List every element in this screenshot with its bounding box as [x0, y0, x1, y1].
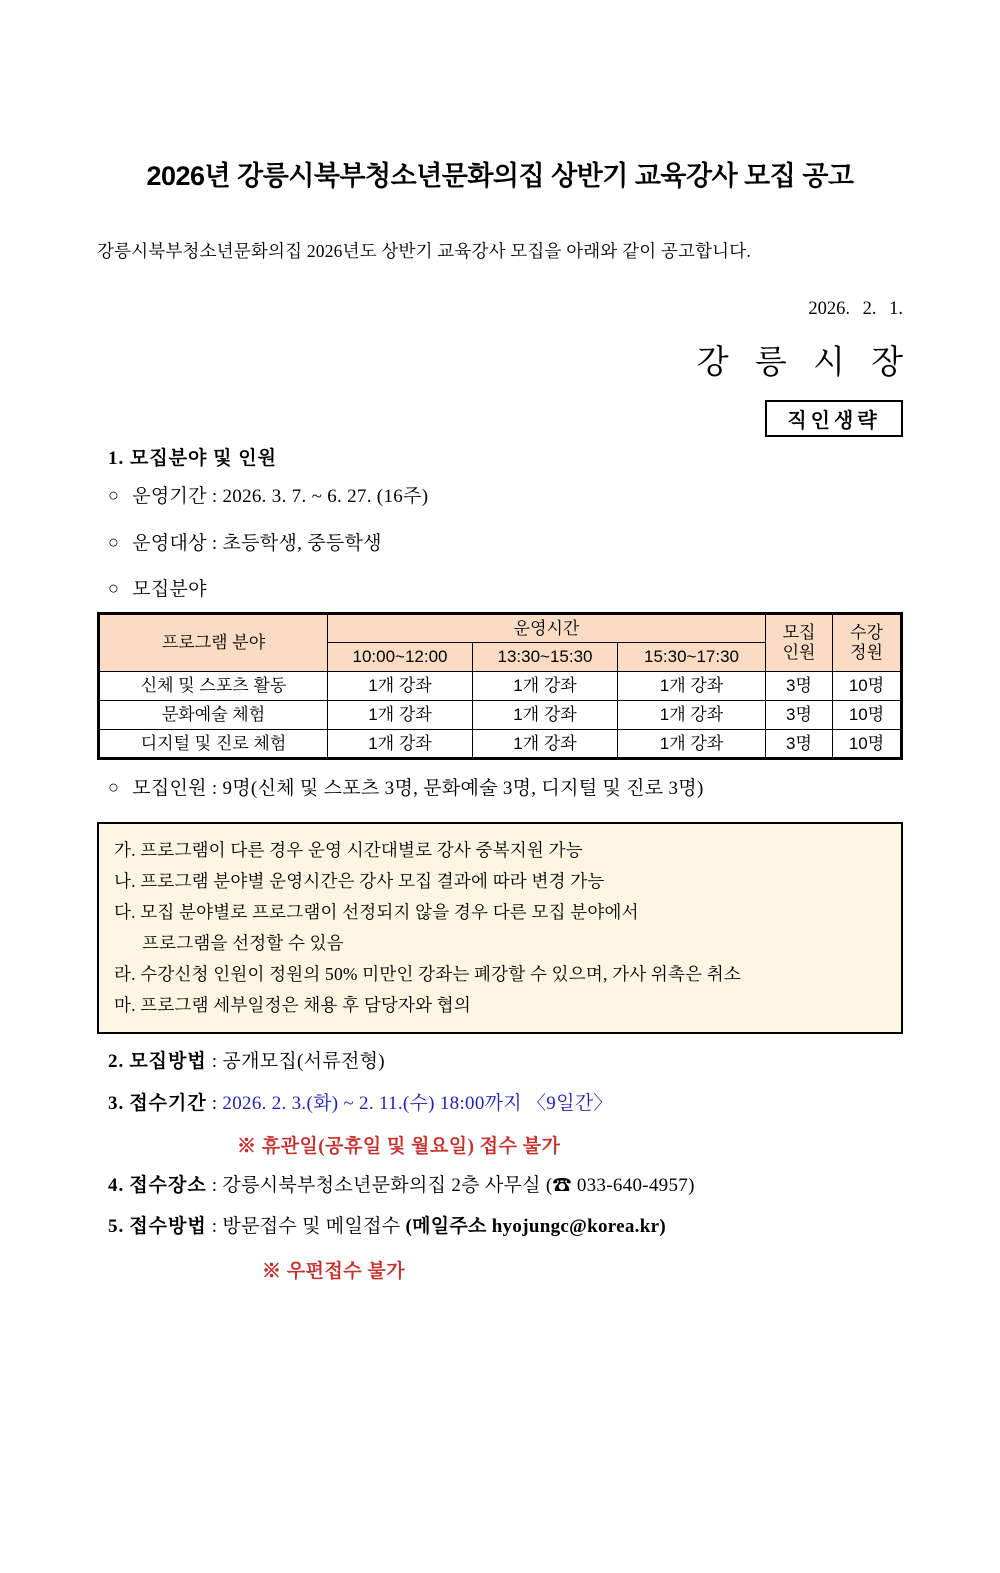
application-period-value: 2026. 2. 3.(화) ~ 2. 11.(수) 18:00까지 〈9일간〉	[222, 1093, 613, 1114]
section-4-application-place	[97, 1173, 903, 1199]
table-header-row-1	[99, 614, 902, 643]
announcement-document	[0, 158, 1000, 1285]
bullet-text: 운영대상 : 초등학생, 중등학생	[132, 533, 382, 554]
header-capacity-line1: 수강	[850, 623, 883, 642]
section-label: 접수기간	[129, 1093, 207, 1114]
header-capacity-line2: 정원	[850, 643, 883, 662]
bullet-recruit-fields	[97, 576, 903, 603]
note-line-ga: 가. 프로그램이 다른 경우 운영 시간대별로 강사 중복지원 가능	[114, 840, 583, 860]
stamp-row	[97, 400, 903, 437]
section-number: 5.	[108, 1216, 125, 1237]
header-timeslot-1: 10:00~12:00	[328, 643, 473, 672]
header-timeslot-2: 13:30~15:30	[473, 643, 618, 672]
table-row	[99, 672, 902, 701]
section-2-recruit-method	[97, 1049, 903, 1075]
circle-bullet-icon: ○	[108, 485, 120, 505]
cell-program: 신체 및 스포츠 활동	[99, 672, 328, 701]
section-label: 접수장소	[129, 1175, 207, 1196]
header-class-capacity	[833, 614, 902, 672]
cell-capacity: 10명	[833, 672, 902, 701]
cell-slot: 1개 강좌	[618, 730, 766, 759]
header-timeslot-3: 15:30~17:30	[618, 643, 766, 672]
cell-capacity: 10명	[833, 730, 902, 759]
section-5-application-method	[97, 1214, 903, 1240]
email-address: (메일주소 hyojungc@korea.kr)	[405, 1216, 666, 1237]
section-value: 공개모집(서류전형)	[222, 1051, 385, 1072]
note-line-ra: 라. 수강신청 인원이 정원의 50% 미만인 강좌는 폐강할 수 있으며, 가사 위촉은 취소	[114, 964, 741, 984]
phone-number: 033-640-4957)	[571, 1175, 695, 1196]
notes-box	[97, 822, 903, 1034]
section-number: 2.	[108, 1051, 125, 1072]
circle-bullet-icon: ○	[108, 578, 120, 598]
cell-program: 문화예술 체험	[99, 701, 328, 730]
cell-recruit: 3명	[766, 672, 833, 701]
place-value: 강릉시북부청소년문화의집 2층 사무실 (	[222, 1175, 553, 1196]
header-recruit-line2: 인원	[782, 643, 816, 662]
announcement-date: 2026. 2. 1.	[808, 299, 903, 319]
separator: :	[206, 1051, 223, 1072]
cell-slot: 1개 강좌	[328, 701, 473, 730]
cell-slot: 1개 강좌	[618, 701, 766, 730]
table-row	[99, 701, 902, 730]
separator: :	[206, 1093, 223, 1114]
section-number: 3.	[108, 1093, 125, 1114]
section-label: 모집방법	[129, 1051, 207, 1072]
note-line-da: 다. 모집 분야별로 프로그램이 선정되지 않을 경우 다른 모집 분야에서	[114, 902, 639, 922]
cell-slot: 1개 강좌	[328, 730, 473, 759]
signer-name: 강 릉 시 장	[696, 345, 912, 381]
note-line-na: 나. 프로그램 분야별 운영시간은 강사 모집 결과에 따라 변경 가능	[114, 871, 605, 891]
cell-slot: 1개 강좌	[473, 672, 618, 701]
section-3-application-period	[97, 1091, 903, 1117]
closed-days-warning: ※ 휴관일(공휴일 및 월요일) 접수 불가	[237, 1136, 561, 1157]
official-seal-omitted-box: 직인생략	[765, 400, 903, 437]
method-value: 방문접수 및 메일접수	[222, 1216, 406, 1237]
circle-bullet-icon: ○	[108, 777, 120, 797]
note-line-da-continued: 프로그램을 선정할 수 있음	[142, 933, 344, 953]
note-line-ma: 마. 프로그램 세부일정은 채용 후 담당자와 협의	[114, 995, 472, 1015]
bullet-text: 모집인원 : 9명(신체 및 스포츠 3명, 문화예술 3명, 디지털 및 진로 3명)	[132, 778, 704, 799]
bullet-recruit-total	[97, 775, 903, 802]
cell-recruit: 3명	[766, 730, 833, 759]
table-row	[99, 730, 902, 759]
section-number: 4.	[108, 1175, 125, 1196]
header-recruit-line1: 모집	[782, 623, 816, 642]
cell-slot: 1개 강좌	[473, 701, 618, 730]
cell-recruit: 3명	[766, 701, 833, 730]
cell-slot: 1개 강좌	[328, 672, 473, 701]
separator: :	[206, 1175, 223, 1196]
section-1-heading: 1. 모집분야 및 인원	[108, 448, 277, 469]
section-label: 접수방법	[129, 1216, 207, 1237]
bullet-text: 운영기간 : 2026. 3. 7. ~ 6. 27. (16주)	[132, 486, 429, 507]
cell-capacity: 10명	[833, 701, 902, 730]
header-recruit-count	[766, 614, 833, 672]
no-mail-warning: ※ 우편접수 불가	[262, 1261, 406, 1282]
cell-program: 디지털 및 진로 체험	[99, 730, 328, 759]
cell-slot: 1개 강좌	[473, 730, 618, 759]
header-program-field: 프로그램 분야	[99, 614, 328, 672]
bullet-target-audience	[97, 530, 903, 557]
bullet-operation-period	[97, 483, 903, 510]
phone-icon: ☎	[552, 1175, 572, 1196]
header-operation-time: 운영시간	[328, 614, 766, 643]
intro-paragraph: 강릉시북부청소년문화의집 2026년도 상반기 교육강사 모집을 아래와 같이 공고합니다.	[97, 241, 751, 261]
program-table	[97, 612, 903, 760]
bullet-text: 모집분야	[132, 579, 207, 600]
page-title: 2026년 강릉시북부청소년문화의집 상반기 교육강사 모집 공고	[146, 161, 854, 191]
circle-bullet-icon: ○	[108, 532, 120, 552]
cell-slot: 1개 강좌	[618, 672, 766, 701]
separator: :	[206, 1216, 223, 1237]
